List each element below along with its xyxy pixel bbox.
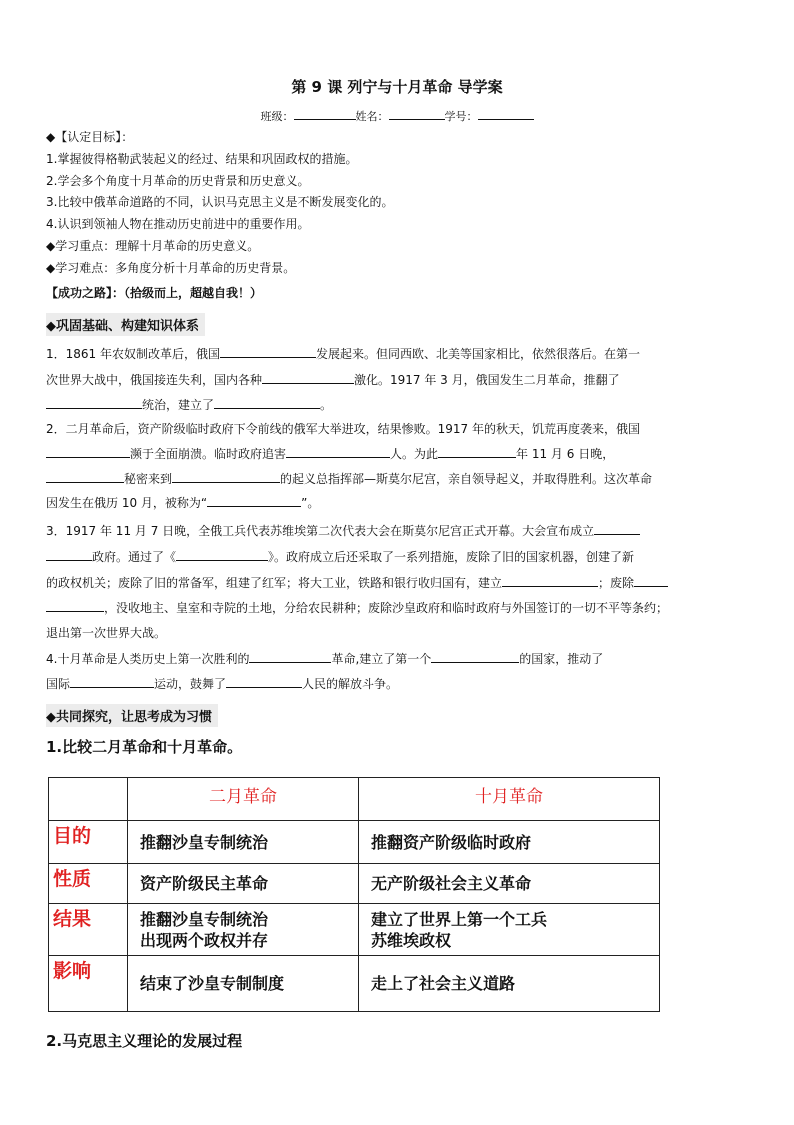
goal-item: 1.掌握彼得格勒武装起义的经过、结果和巩固政权的措施。 <box>46 152 358 166</box>
question-2-line-4: 因发生在俄历 10 月，被称为“ ”。 <box>46 496 320 510</box>
answer-blank[interactable] <box>286 445 390 458</box>
answer-blank[interactable] <box>46 599 104 612</box>
question-3-line-4: ，没收地主、皇室和寺院的土地，分给农民耕种；废除沙皇政府和临时政府与外国签订的一切不平等条约； <box>46 599 668 616</box>
question-1-line-2: 次世界大战中，俄国接连失利，国内各种 激化。1917 年 3 月，俄国发生二月革命，推翻了 <box>46 373 620 387</box>
answer-blank[interactable] <box>220 345 316 358</box>
answer-blank[interactable] <box>46 548 92 561</box>
question-1-line-1: 1．1861 年农奴制改革后，俄国 发展起来。但同西欧、北美等国家相比，依然很落后。在第一 <box>46 347 641 361</box>
row-label-nature: 性质 <box>49 864 128 904</box>
question-2-line-1: 2．二月革命后，资产阶级临时政府下令前线的俄军大举进攻，结果惨败。1917 年的秋天，饥荒再度袭来，俄国 <box>46 422 640 436</box>
oct-cell: 走上了社会主义道路 <box>359 956 660 1012</box>
success-path: 【成功之路】：（拾级而上，超越自我！） <box>46 286 263 300</box>
name-blank[interactable] <box>389 107 445 120</box>
table-header-cell <box>49 778 128 821</box>
answer-blank[interactable] <box>46 470 124 483</box>
section-explore-header: ◆共同探究，让思考成为习惯 <box>46 704 218 727</box>
answer-blank[interactable] <box>176 548 268 561</box>
section-basics-header: ◆巩固基础、构建知识体系 <box>46 313 205 336</box>
name-label: 姓名： <box>355 110 389 123</box>
oct-cell: 推翻资产阶级临时政府 <box>359 821 660 864</box>
answer-blank[interactable] <box>172 470 280 483</box>
answer-blank[interactable] <box>634 574 668 587</box>
answer-blank[interactable] <box>502 574 598 587</box>
focus-point: ◆学习重点：理解十月革命的历史意义。 <box>46 239 260 253</box>
id-blank[interactable] <box>478 107 534 120</box>
id-label: 学号： <box>444 110 478 123</box>
question-2-line-3: 秘密来到 的起义总指挥部—斯莫尔尼宫，亲自领导起义，并取得胜利。这次革命 <box>46 470 652 487</box>
question-2-line-2: 濒于全面崩溃。临时政府追害 人。为此 年 11 月 6 日晚， <box>46 445 614 462</box>
exercise-2-title: 2.马克思主义理论的发展过程 <box>46 1032 243 1050</box>
answer-blank[interactable] <box>214 396 320 409</box>
answer-blank[interactable] <box>438 445 516 458</box>
class-blank[interactable] <box>294 107 356 120</box>
row-label-impact: 影响 <box>49 956 128 1012</box>
question-3-line-1: 3．1917 年 11 月 7 日晚，全俄工兵代表苏维埃第二次代表大会在斯莫尔尼宫正式开幕。大会宣布成立 <box>46 522 640 539</box>
answer-blank[interactable] <box>46 396 142 409</box>
table-row <box>49 864 660 904</box>
question-3-line-5: 退出第一次世界大战。 <box>46 626 167 640</box>
comparison-table <box>48 777 660 1012</box>
exercise-1-title: 1.比较二月革命和十月革命。 <box>46 738 243 756</box>
answer-blank[interactable] <box>249 650 331 663</box>
page-title: 第 9 课 列宁与十月革命 导学案 <box>291 78 503 96</box>
difficulty-point: ◆学习难点：多角度分析十月革命的历史背景。 <box>46 261 296 275</box>
feb-cell: 结束了沙皇专制制度 <box>128 956 359 1012</box>
row-label-purpose: 目的 <box>49 821 128 864</box>
answer-blank[interactable] <box>262 371 354 384</box>
class-label: 班级： <box>260 110 294 123</box>
feb-cell: 推翻沙皇专制统治 <box>128 821 359 864</box>
oct-cell: 无产阶级社会主义革命 <box>359 864 660 904</box>
goal-item: 3.比较中俄革命道路的不同，认识马克思主义是不断发展变化的。 <box>46 195 394 209</box>
feb-cell: 资产阶级民主革命 <box>128 864 359 904</box>
answer-blank[interactable] <box>46 445 130 458</box>
question-3-line-3: 的政权机关；废除了旧的常备军，组建了红军；将大工业，铁路和银行收归国有，建立 ；废除 <box>46 574 668 591</box>
answer-blank[interactable] <box>431 650 519 663</box>
question-4-line-2: 国际 运动，鼓舞了 人民的解放斗争。 <box>46 677 399 691</box>
table-header-february: 二月革命 <box>128 778 359 821</box>
oct-cell: 建立了世界上第一个工兵 苏维埃政权 <box>359 904 660 956</box>
question-1-line-3: 统治，建立了 。 <box>46 396 332 413</box>
row-label-result: 结果 <box>49 904 128 956</box>
goals-header: ◆【认定目标】： <box>46 130 134 144</box>
feb-cell: 推翻沙皇专制统治 出现两个政权并存 <box>128 904 359 956</box>
answer-blank[interactable] <box>594 522 640 535</box>
table-row <box>49 821 660 864</box>
goal-item: 2.学会多个角度十月革命的历史背景和历史意义。 <box>46 174 310 188</box>
question-3-line-2: 政府。通过了《 》。政府成立后还采取了一系列措施，废除了旧的国家机器，创建了新 <box>46 548 634 565</box>
table-header-row <box>49 778 660 821</box>
student-info-line <box>0 107 794 124</box>
answer-blank[interactable] <box>207 494 301 507</box>
answer-blank[interactable] <box>70 675 154 688</box>
answer-blank[interactable] <box>226 675 302 688</box>
table-row <box>49 956 660 1012</box>
question-4-line-1: 4.十月革命是人类历史上第一次胜利的 革命,建立了第一个 的国家，推动了 <box>46 652 604 666</box>
goal-item: 4.认识到领袖人物在推动历史前进中的重要作用。 <box>46 217 310 231</box>
table-row <box>49 904 660 956</box>
table-header-october: 十月革命 <box>359 778 660 821</box>
